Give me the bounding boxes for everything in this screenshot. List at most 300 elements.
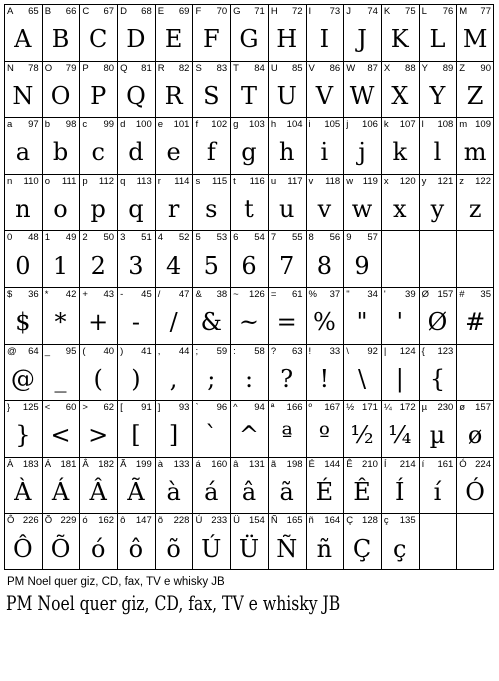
glyph-label (230, 232, 268, 244)
glyph-label (230, 402, 268, 414)
glyph-sample: v (317, 195, 332, 224)
glyph-cell (117, 287, 155, 344)
glyph-label (381, 459, 419, 471)
glyph-char-label: ^ (233, 402, 238, 414)
glyph-label (306, 402, 344, 414)
glyph-char-label: i (308, 119, 311, 131)
glyph-code: 160 (211, 458, 228, 470)
glyph-cell (456, 117, 494, 174)
glyph-char-label: 3 (120, 232, 126, 244)
glyph-char-label: ? (270, 345, 277, 357)
glyph-sample: ' (396, 308, 404, 337)
glyph-code: 54 (254, 232, 265, 244)
glyph-char-label: " (346, 289, 350, 300)
glyph-char-label: Z (459, 62, 466, 74)
glyph-char-label: B (44, 6, 52, 17)
glyph-cell (230, 513, 268, 570)
glyph-code: 228 (173, 515, 190, 527)
glyph-label (117, 232, 155, 244)
glyph-sample: Í (395, 478, 405, 507)
glyph-cell (42, 174, 80, 231)
glyph-cell (456, 4, 494, 61)
glyph-code: 77 (480, 6, 491, 17)
glyph-cell (306, 117, 344, 174)
glyph-label (268, 6, 306, 18)
grid-line (4, 4, 494, 5)
glyph-code: 102 (211, 119, 228, 131)
glyph-label (230, 459, 268, 471)
glyph-char-label: } (7, 402, 11, 414)
glyph-code: 69 (178, 6, 190, 17)
glyph-char-label: T (233, 62, 239, 74)
grid-line (4, 513, 494, 514)
glyph-cell (306, 344, 344, 401)
glyph-cell (230, 287, 268, 344)
glyph-char-label: : (233, 345, 236, 357)
glyph-sample: / (169, 308, 178, 337)
glyph-code: 81 (141, 62, 152, 74)
glyph-code: 56 (329, 232, 341, 244)
glyph-char-label: k (383, 119, 389, 131)
glyph-code: 199 (135, 458, 152, 470)
glyph-sample: ( (93, 364, 103, 393)
glyph-cell (155, 457, 193, 514)
glyph-char-label: w (346, 175, 354, 187)
glyph-code: 107 (399, 119, 416, 131)
glyph-cell (4, 4, 42, 61)
glyph-code: 224 (475, 458, 491, 470)
glyph-char-label: @ (7, 345, 17, 357)
glyph-label (79, 459, 117, 471)
glyph-cell (381, 457, 419, 514)
glyph-cell (306, 61, 344, 118)
glyph-code: 161 (437, 458, 454, 470)
glyph-code: 58 (254, 345, 265, 357)
glyph-code: 36 (28, 289, 39, 300)
glyph-sample: Â (89, 478, 107, 507)
glyph-char-label: Â (82, 458, 89, 470)
glyph-char-label: a (7, 119, 13, 131)
glyph-code: 93 (178, 402, 190, 414)
glyph-char-label: ) (120, 345, 124, 357)
glyph-label (306, 289, 344, 301)
glyph-label (155, 515, 193, 527)
glyph-sample (381, 246, 419, 285)
glyph-label (4, 6, 42, 18)
glyph-cell (42, 400, 80, 457)
glyph-label (4, 232, 42, 244)
glyph-label (230, 63, 268, 75)
glyph-code: 118 (325, 175, 341, 187)
glyph-label (155, 63, 193, 75)
glyph-code: 55 (291, 232, 303, 244)
glyph-char-label: Ô (7, 515, 15, 527)
glyph-label (230, 515, 268, 527)
glyph-cell (381, 287, 419, 344)
glyph-sample: B (51, 25, 70, 54)
glyph-label (79, 176, 117, 188)
glyph-char-label: É (308, 458, 315, 470)
glyph-char-label: Ã (120, 458, 127, 470)
glyph-code: 50 (103, 232, 115, 244)
glyph-cell (155, 513, 193, 570)
glyph-cell (117, 457, 155, 514)
glyph-sample: Ê (353, 478, 371, 507)
glyph-label (419, 459, 457, 471)
grid-line (4, 117, 494, 118)
glyph-sample: 0 (15, 251, 31, 280)
glyph-code: 233 (211, 515, 228, 527)
glyph-code: 105 (324, 119, 341, 131)
glyph-char-label: ã (270, 458, 277, 470)
glyph-sample: à (166, 478, 181, 507)
glyph-sample: O (50, 81, 71, 110)
glyph-label (268, 119, 306, 131)
glyph-code: 53 (216, 232, 228, 244)
glyph-cell (192, 400, 230, 457)
glyph-sample: â (241, 478, 257, 507)
glyph-code: 49 (65, 232, 77, 244)
glyph-code: 108 (437, 119, 454, 131)
glyph-label (230, 289, 268, 301)
glyph-cell (155, 287, 193, 344)
glyph-cell (381, 400, 419, 457)
glyph-char-label: Ó (459, 458, 467, 470)
glyph-cell (268, 344, 306, 401)
glyph-label (117, 63, 155, 75)
glyph-code: 167 (324, 402, 341, 414)
glyph-char-label: / (157, 289, 161, 300)
glyph-label (456, 289, 494, 301)
glyph-char-label: E (157, 6, 165, 17)
glyph-code: 198 (286, 458, 303, 470)
glyph-code: 47 (178, 289, 190, 300)
glyph-sample (419, 529, 457, 568)
glyph-code: 87 (367, 62, 378, 74)
glyph-sample: Á (51, 478, 70, 507)
glyph-cell (4, 513, 42, 570)
glyph-sample: i (320, 138, 329, 167)
glyph-char-label: µ (421, 402, 428, 414)
glyph-cell (192, 344, 230, 401)
glyph-cell (4, 287, 42, 344)
glyph-char-label: 2 (82, 232, 88, 244)
grid-line (4, 400, 494, 401)
glyph-char-label: M (459, 6, 468, 17)
glyph-sample (456, 246, 494, 285)
glyph-char-label: L (421, 6, 427, 17)
glyph-code: 172 (399, 402, 416, 414)
glyph-char-label: f (195, 119, 199, 131)
glyph-cell (306, 457, 344, 514)
glyph-cell (306, 174, 344, 231)
glyph-cell (419, 174, 457, 231)
glyph-cell (42, 230, 80, 287)
glyph-code: 109 (475, 119, 491, 131)
glyph-sample: ^ (238, 421, 260, 450)
glyph-code: 122 (475, 175, 491, 187)
glyph-label (117, 6, 155, 18)
glyph-sample (419, 246, 457, 285)
glyph-label (306, 176, 344, 188)
glyph-label (381, 289, 419, 301)
glyph-cell (268, 61, 306, 118)
glyph-char-label: g (233, 119, 239, 131)
glyph-char-label: < (44, 402, 51, 414)
glyph-label (306, 119, 344, 131)
glyph-sample: G (239, 25, 259, 54)
glyph-cell (192, 230, 230, 287)
glyph-sample: < (50, 421, 71, 450)
glyph-label (192, 346, 230, 358)
glyph-sample: º (318, 421, 331, 450)
glyph-sample: j (358, 138, 366, 167)
glyph-code: 37 (329, 289, 341, 300)
glyph-char-label: ó (82, 515, 88, 527)
glyph-sample: ç (393, 534, 407, 563)
glyph-sample: T (240, 81, 257, 110)
glyph-char-label: 8 (308, 232, 314, 244)
glyph-label (456, 176, 494, 188)
glyph-code: 133 (173, 458, 190, 470)
glyph-char-label: í (421, 458, 425, 470)
glyph-code: 92 (367, 345, 378, 357)
glyph-label (306, 346, 344, 358)
glyph-code: 128 (362, 515, 378, 527)
glyph-cell (192, 117, 230, 174)
glyph-label (192, 289, 230, 301)
sample-text-font: PM Noel quer giz, CD, fax, TV e whisky JB (6, 591, 341, 615)
glyph-char-label: ¼ (383, 402, 392, 414)
glyph-char-label: ½ (346, 402, 355, 414)
glyph-label (192, 176, 230, 188)
glyph-label (419, 289, 457, 301)
glyph-cell (381, 117, 419, 174)
glyph-sample: x (392, 195, 407, 224)
glyph-char-label: O (44, 62, 53, 74)
glyph-label (117, 459, 155, 471)
glyph-cell (4, 61, 42, 118)
glyph-label (419, 176, 457, 188)
glyph-label (456, 402, 494, 414)
glyph-sample: É (315, 478, 334, 507)
glyph-char-label: ª (270, 402, 275, 414)
glyph-code: 59 (216, 345, 228, 357)
glyph-label (42, 515, 80, 527)
glyph-sample: , (169, 364, 178, 393)
glyph-label (343, 402, 381, 414)
glyph-sample: 6 (241, 251, 257, 280)
glyph-sample: ã (279, 478, 294, 507)
glyph-char-label: v (308, 175, 314, 187)
glyph-char-label: c (82, 119, 88, 131)
glyph-label (155, 119, 193, 131)
glyph-sample: Ô (13, 534, 33, 563)
glyph-label (343, 346, 381, 358)
glyph-cell (155, 4, 193, 61)
glyph-char-label: % (308, 289, 317, 300)
glyph-cell (419, 230, 457, 287)
glyph-sample: o (53, 195, 68, 224)
grid-line (4, 230, 494, 231)
glyph-label (79, 63, 117, 75)
glyph-sample: s (205, 195, 218, 224)
glyph-sample: l (433, 138, 442, 167)
glyph-cell (79, 513, 117, 570)
glyph-label (230, 346, 268, 358)
glyph-code: 230 (437, 402, 454, 414)
glyph-sample: $ (15, 308, 31, 337)
glyph-label (306, 63, 344, 75)
glyph-cell (268, 400, 306, 457)
glyph-label (192, 63, 230, 75)
glyph-sample: À (14, 478, 32, 507)
glyph-label (381, 176, 419, 188)
glyph-code: 113 (136, 175, 152, 187)
glyph-char-label: W (346, 62, 356, 74)
glyph-sample: w (351, 195, 373, 224)
glyph-code: 116 (249, 175, 265, 187)
glyph-code: 103 (248, 119, 265, 131)
glyph-cell (419, 117, 457, 174)
glyph-char-label: b (44, 119, 50, 131)
glyph-char-label: º (308, 402, 313, 414)
glyph-cell (230, 61, 268, 118)
glyph-code: 125 (22, 402, 39, 414)
glyph-cell (419, 344, 457, 401)
glyph-code: 214 (399, 458, 416, 470)
glyph-cell (42, 287, 80, 344)
glyph-label (42, 289, 80, 301)
glyph-sample: õ (166, 534, 181, 563)
glyph-code: 97 (28, 119, 39, 131)
glyph-code: 39 (405, 289, 416, 300)
glyph-code: 183 (22, 458, 39, 470)
glyph-cell (381, 513, 419, 570)
glyph-sample: 4 (165, 251, 182, 280)
glyph-cell (4, 230, 42, 287)
glyph-label (230, 119, 268, 131)
glyph-sample: Ã (127, 478, 145, 507)
glyph-code: 66 (65, 6, 77, 17)
glyph-char-label: Q (120, 62, 128, 74)
glyph-cell (343, 117, 381, 174)
glyph-code: 42 (65, 289, 77, 300)
glyph-label (268, 346, 306, 358)
glyph-label (456, 63, 494, 75)
glyph-sample: | (395, 364, 404, 393)
glyph-char-label: Ú (195, 515, 203, 527)
glyph-code: 100 (135, 119, 152, 131)
glyph-code: 157 (437, 289, 454, 300)
glyph-char-label: 0 (7, 232, 13, 244)
glyph-label (117, 346, 155, 358)
glyph-cell (306, 400, 344, 457)
glyph-sample: D (126, 25, 146, 54)
glyph-code: 117 (287, 175, 303, 187)
glyph-label (42, 63, 80, 75)
glyph-char-label: H (270, 6, 278, 17)
glyph-code: 164 (324, 515, 341, 527)
glyph-code: 131 (248, 458, 265, 470)
glyph-code: 106 (362, 119, 378, 131)
glyph-sample: X (391, 81, 409, 110)
glyph-cell (343, 513, 381, 570)
glyph-cell (306, 287, 344, 344)
glyph-char-label: { (421, 345, 425, 357)
glyph-label (456, 346, 494, 358)
glyph-sample: ¼ (388, 421, 412, 450)
glyph-code: 72 (291, 6, 303, 17)
glyph-cell (42, 457, 80, 514)
glyph-code: 86 (329, 62, 341, 74)
glyph-sample: y (430, 195, 445, 224)
glyph-label (419, 119, 457, 131)
glyph-cell (4, 117, 42, 174)
glyph-char-label: ( (82, 345, 86, 357)
glyph-cell (456, 344, 494, 401)
glyph-char-label: _ (44, 345, 50, 357)
glyph-code: 89 (442, 62, 454, 74)
glyph-label (381, 232, 419, 244)
glyph-label (381, 402, 419, 414)
glyph-code: 119 (362, 175, 378, 187)
glyph-char-label: u (270, 175, 277, 187)
glyph-char-label: , (157, 345, 161, 357)
glyph-char-label: t (233, 175, 236, 187)
glyph-cell (343, 400, 381, 457)
glyph-sample: u (278, 195, 295, 224)
glyph-code: 52 (178, 232, 190, 244)
glyph-code: 40 (103, 345, 115, 357)
glyph-sample: m (463, 138, 487, 167)
glyph-code: 34 (367, 289, 378, 300)
glyph-sample: @ (10, 364, 35, 393)
glyph-cell (419, 457, 457, 514)
glyph-sample: b (52, 138, 69, 167)
glyph-char-label: á (195, 458, 201, 470)
grid-line (4, 457, 494, 458)
glyph-char-label: D (120, 6, 127, 17)
glyph-label (117, 515, 155, 527)
glyph-label (79, 346, 117, 358)
glyph-char-label: P (82, 62, 89, 74)
glyph-label (192, 232, 230, 244)
glyph-char-label: I (308, 6, 312, 17)
grid-line (4, 344, 494, 345)
glyph-label (79, 289, 117, 301)
glyph-sample: q (128, 195, 144, 224)
glyph-cell (117, 61, 155, 118)
glyph-cell (4, 344, 42, 401)
glyph-label (268, 176, 306, 188)
glyph-char-label: V (308, 62, 315, 74)
glyph-cell (419, 4, 457, 61)
glyph-sample: 1 (52, 251, 69, 280)
glyph-sample: 7 (279, 251, 295, 280)
glyph-sample: h (278, 138, 295, 167)
glyph-char-label: m (459, 119, 468, 131)
glyph-sample: n (15, 195, 31, 224)
glyph-sample (456, 360, 494, 399)
glyph-char-label: ! (308, 345, 312, 357)
glyph-cell (192, 513, 230, 570)
glyph-char-label: S (195, 62, 202, 74)
glyph-label (381, 346, 419, 358)
glyph-cell (306, 513, 344, 570)
glyph-code: 90 (480, 62, 491, 74)
glyph-cell (79, 117, 117, 174)
